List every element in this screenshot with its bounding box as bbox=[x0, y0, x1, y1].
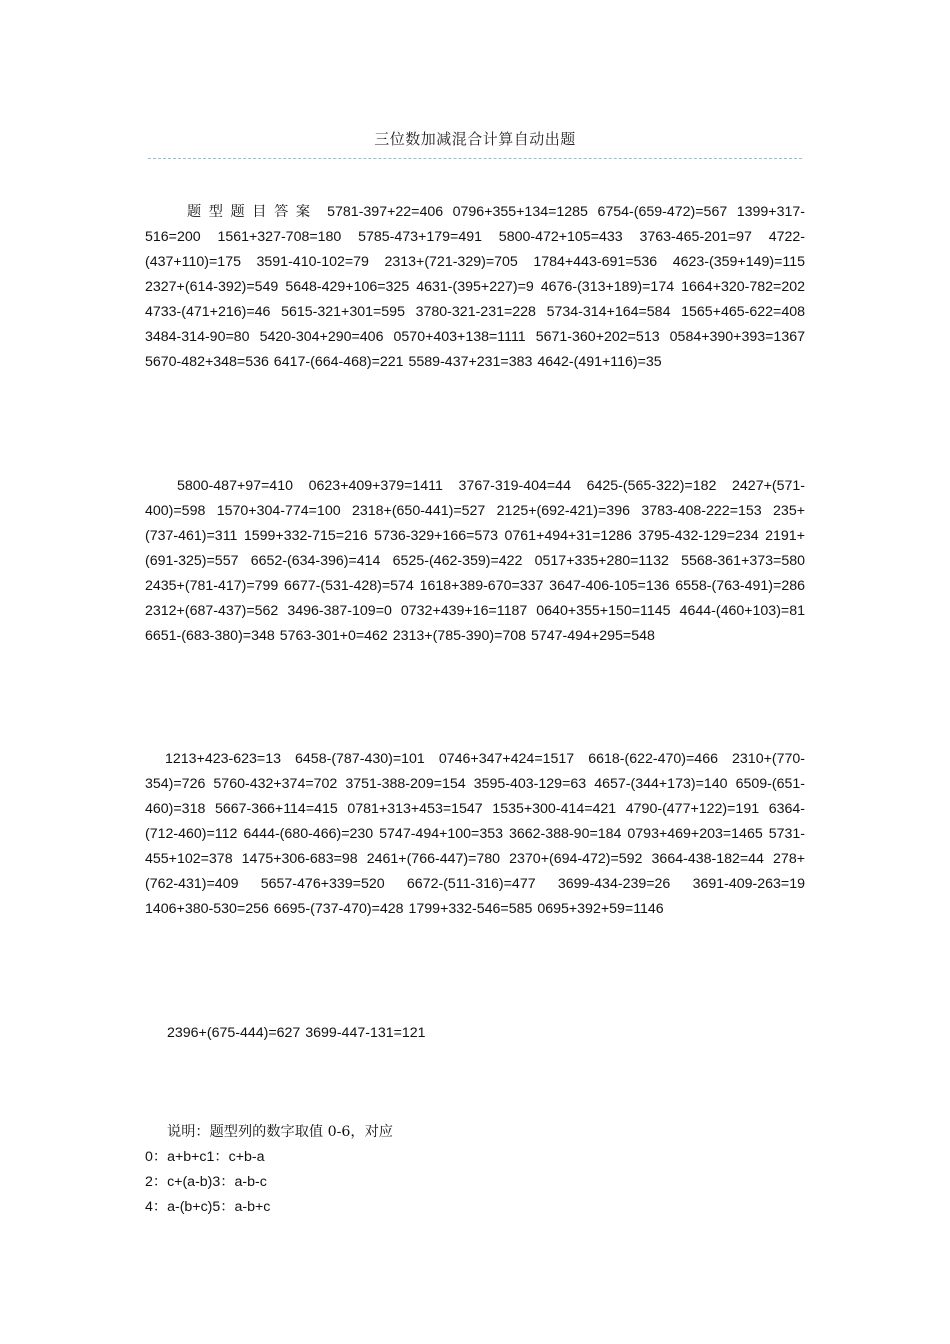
problem-paragraph-4 bbox=[145, 1021, 805, 1046]
problem-paragraph-3 bbox=[145, 747, 805, 922]
note-line-2-3: 2：c+(a-b)3：a-b-c bbox=[145, 1174, 267, 1190]
explanation-notes bbox=[145, 1120, 805, 1220]
document-title: 三位数加减混合计算自动出题 bbox=[374, 130, 576, 148]
problem-paragraph-2 bbox=[145, 474, 805, 649]
note-line-4-5: 4：a-(b+c)5：a-b+c bbox=[145, 1199, 271, 1215]
problem-text: 5781-397+22=406 0796+355+134=1285 6754-(659-472)=567 1399+317-516=200 1561+327-708=180 5785-473+179=491 5800-472+105=433 3763-465-201=97 4722-(437+110)=175 3591-410-102=79 2313+(721-329)=705 1784+443-691=536 4623-(359+149)=115 2327+(614-392)=549 5648-429+106=325 4631-(395+227)=9 4676-(313+189)=174 1664+320-782=202 4733-(471+216)=46 5615-321+301=595 3780-321-231=228 5734-314+164=584 1565+465-622=408 3484-314-90=80 5420-304+290=406 0570+403+138=1111 5671-360+202=513 0584+390+393=1367 5670-482+348=536 6417-(664-468)=221 5589-437+231=383 4642-(491+116)=35 bbox=[145, 204, 805, 370]
note-line-intro: 说明：题型列的数字取值 0-6，对应 bbox=[167, 1124, 393, 1140]
column-header-label: 题型题目答案 bbox=[187, 204, 318, 220]
title-divider bbox=[148, 158, 802, 159]
note-line-0-1: 0：a+b+c1：c+b-a bbox=[145, 1149, 265, 1165]
problem-text: 2396+(675-444)=627 3699-447-131=121 bbox=[167, 1025, 426, 1041]
problem-text: 1213+423-623=13 6458-(787-430)=101 0746+347+424=1517 6618-(622-470)=466 2310+(770-354)=726 5760-432+374=702 3751-388-209=154 3595-403-129=63 4657-(344+173)=140 6509-(651-460)=318 5667-366+114=415 0781+313+453=1547 1535+300-414=421 4790-(477+122)=191 6364-(712-460)=112 6444-(680-466)=230 5747-494+100=353 3662-388-90=184 0793+469+203=1465 5731-455+102=378 1475+306-683=98 2461+(766-447)=780 2370+(694-472)=592 3664-438-182=44 278+(762-431)=409 5657-476+339=520 6672-(511-316)=477 3699-434-239=26 3691-409-263=19 1406+380-530=256 6695-(737-470)=428 1799+332-546=585 0695+392+59=1146 bbox=[145, 751, 805, 917]
problem-paragraph-1 bbox=[145, 200, 805, 375]
problem-text: 5800-487+97=410 0623+409+379=1411 3767-319-404=44 6425-(565-322)=182 2427+(571-400)=598 1570+304-774=100 2318+(650-441)=527 2125+(692-421)=396 3783-408-222=153 235+(737-461)=311 1599+332-715=216 5736-329+166=573 0761+494+31=1286 3795-432-129=234 2191+(691-325)=557 6652-(634-396)=414 6525-(462-359)=422 0517+335+280=1132 5568-361+373=580 2435+(781-417)=799 6677-(531-428)=574 1618+389-670=337 3647-406-105=136 6558-(763-491)=286 2312+(687-437)=562 3496-387-109=0 0732+439+16=1187 0640+355+150=1145 4644-(460+103)=81 6651-(683-380)=348 5763-301+0=462 2313+(785-390)=708 5747-494+295=548 bbox=[145, 478, 805, 644]
